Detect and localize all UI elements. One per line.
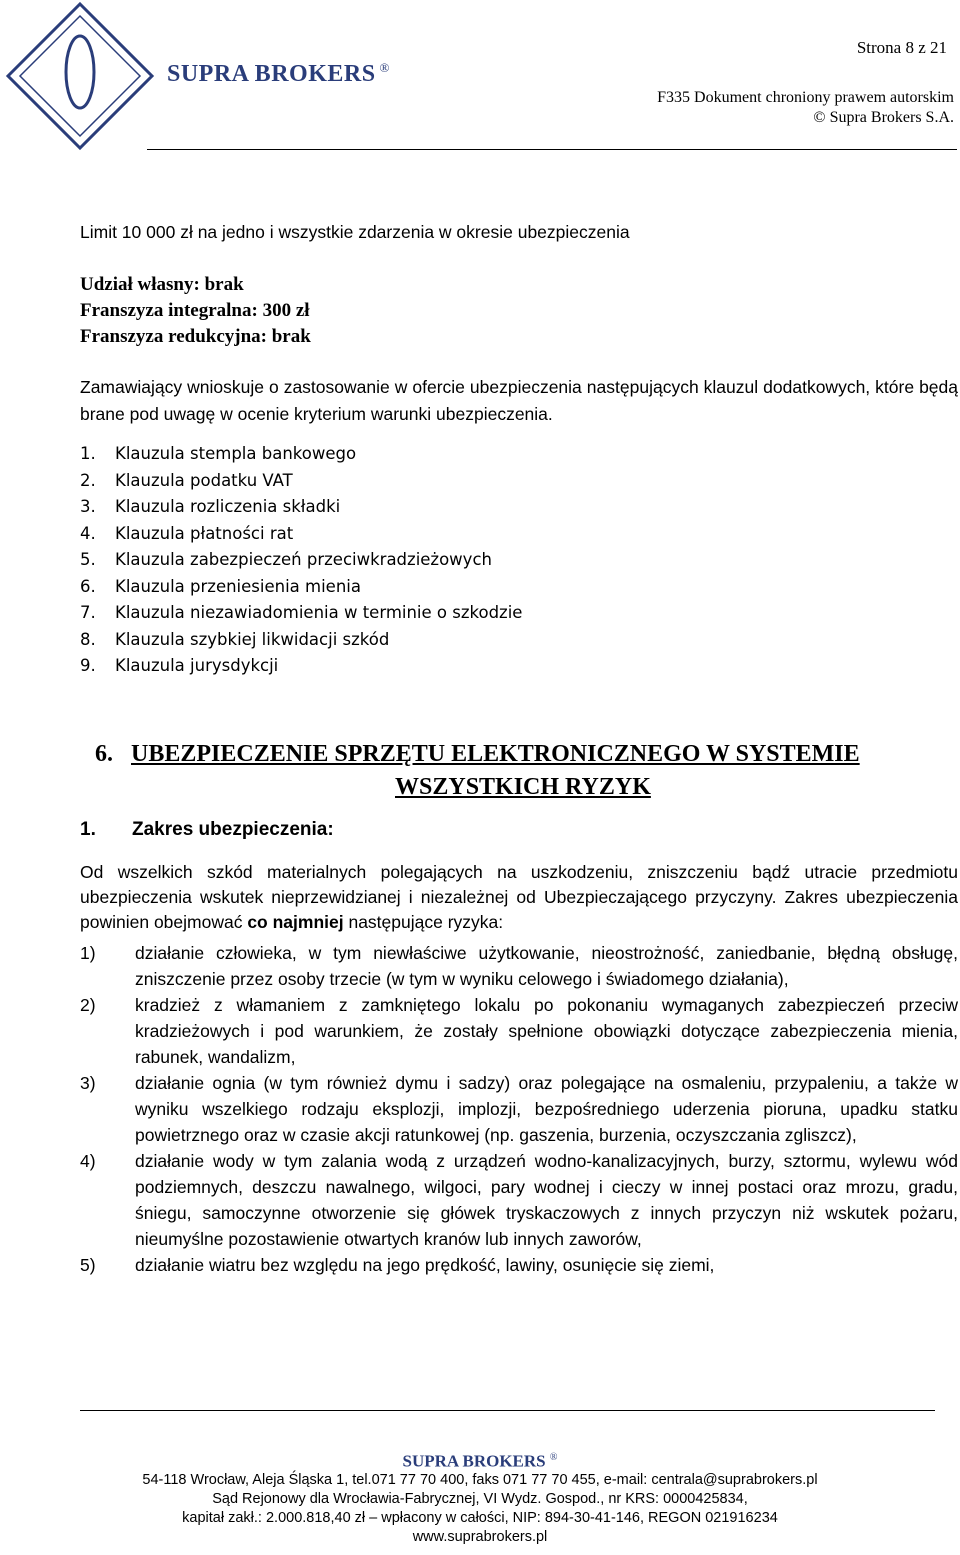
deductible-line: Udział własny: brak (80, 274, 244, 295)
list-item: 4) działanie wody w tym zalania wodą z urządzeń wodno-kanalizacyjnych, burzy, sztormu, wylewu wód podziemnych, deszczu nawalnego, wilgoci, pary wodnej i cieczy w innej postaci oraz mrozu, gradu, śniegu, samoczynne otworzenie się główek tryskaczowych z innych przyczyn niż wskutek pożaru, nieumyślne pozostawienie otwartych kranów lub innych zaworów, (80, 1151, 958, 1249)
risks-list (80, 940, 958, 1278)
list-item: 3. Klauzula rozliczenia składki (80, 497, 341, 516)
scope-paragraph: Od wszelkich szkód materialnych polegających na uszkodzeniu, zniszczeniu bądź utracie przedmiotu ubezpieczenia wskutek nieprzewidzianej i niezależnej od Ubezpieczającego przyczyny. Zakres ubezpieczenia powinien obejmować co najmniej następujące ryzyka: (80, 862, 958, 932)
list-item: 8. Klauzula szybkiej likwidacji szkód (80, 629, 390, 649)
footer-court: Sąd Rejonowy dla Wrocławia-Fabrycznej, VI Wydz. Gospod., nr KRS: 0000425834, (212, 1490, 748, 1507)
deductibles (80, 272, 958, 350)
copyright-note: F335 Dokument chroniony prawem autorskim © Supra Brokers S.A. (657, 89, 954, 126)
clauses-intro: Zamawiający wnioskuje o zastosowanie w ofercie ubezpieczenia następujących klauzul dodatkowych, które będą brane pod uwagę w ocenie kryterium warunki ubezpieczenia. (80, 377, 958, 424)
list-item: 6. Klauzula przeniesienia mienia (80, 576, 361, 596)
list-item: 4. Klauzula płatności rat (80, 523, 294, 543)
header-divider (147, 149, 957, 150)
footer-divider (80, 1410, 935, 1411)
subsection-heading: 1. Zakres ubezpieczenia: (80, 819, 334, 840)
list-item: 9. Klauzula jurysdykcji (80, 656, 279, 675)
list-item: 1) działanie człowieka, w tym niewłaściwe użytkowanie, nieostrożność, zaniedbanie, błędną obsługę, zniszczenie przez osoby trzecie (w tym w wyniku celowego i świadomego działania), (80, 943, 958, 989)
deductible-line: Franszyza integralna: 300 zł (80, 300, 310, 321)
list-item: 3) działanie ognia (w tym również dymu i sadzy) oraz polegające na osmaleniu, przypaleniu, a także w wyniku wszelkiego rodzaju eksplozji, implozji, bezpośredniego uderzenia pioruna, upadku statku powietrznego oraz w czasie akcji ratunkowej (np. gaszenia, burzenia, oczyszczania zgliszcz), (80, 1073, 958, 1145)
list-item: 5. Klauzula zabezpieczeń przeciwkradzieżowych (80, 550, 492, 569)
page-number: Strona 8 z 21 (856, 38, 947, 57)
header-brand: SUPRA BROKERS ® (167, 60, 390, 87)
footer-capital: kapitał zakł.: 2.000.818,40 zł – wpłacony w całości, NIP: 894-30-41-146, REGON 021916234 (182, 1509, 778, 1526)
list-item: 2. Klauzula podatku VAT (80, 470, 293, 490)
footer (0, 1448, 960, 1547)
list-item: 1. Klauzula stempla bankowego (80, 444, 357, 463)
supra-brokers-logo (0, 0, 160, 160)
footer-website: www.suprabrokers.pl (412, 1528, 548, 1545)
footer-brand: SUPRA BROKERS ® (402, 1451, 558, 1471)
list-item: 2) kradzież z włamaniem z zamkniętego lokalu po pokonaniu wymaganych zabezpieczeń przeciw kradzieżowych i pod warunkiem, że zostały spełnione obowiązki dotyczące zabezpieczenia mienia, rabunek, wandalizm, (80, 995, 958, 1067)
clauses-list (80, 441, 522, 680)
limit-text: Limit 10 000 zł na jedno i wszystkie zdarzenia w okresie ubezpieczenia (80, 222, 630, 242)
list-item: 5) działanie wiatru bez względu na jego prędkość, lawiny, osunięcie się ziemi, (80, 1255, 715, 1275)
list-item: 7. Klauzula niezawiadomienia w terminie o szkodzie (80, 603, 523, 622)
deductible-line: Franszyza redukcyjna: brak (80, 326, 311, 347)
footer-address: 54-118 Wrocław, Aleja Śląska 1, tel.071 77 70 400, faks 071 77 70 455, e-mail: centrala@suprabrokers.pl (142, 1471, 818, 1488)
